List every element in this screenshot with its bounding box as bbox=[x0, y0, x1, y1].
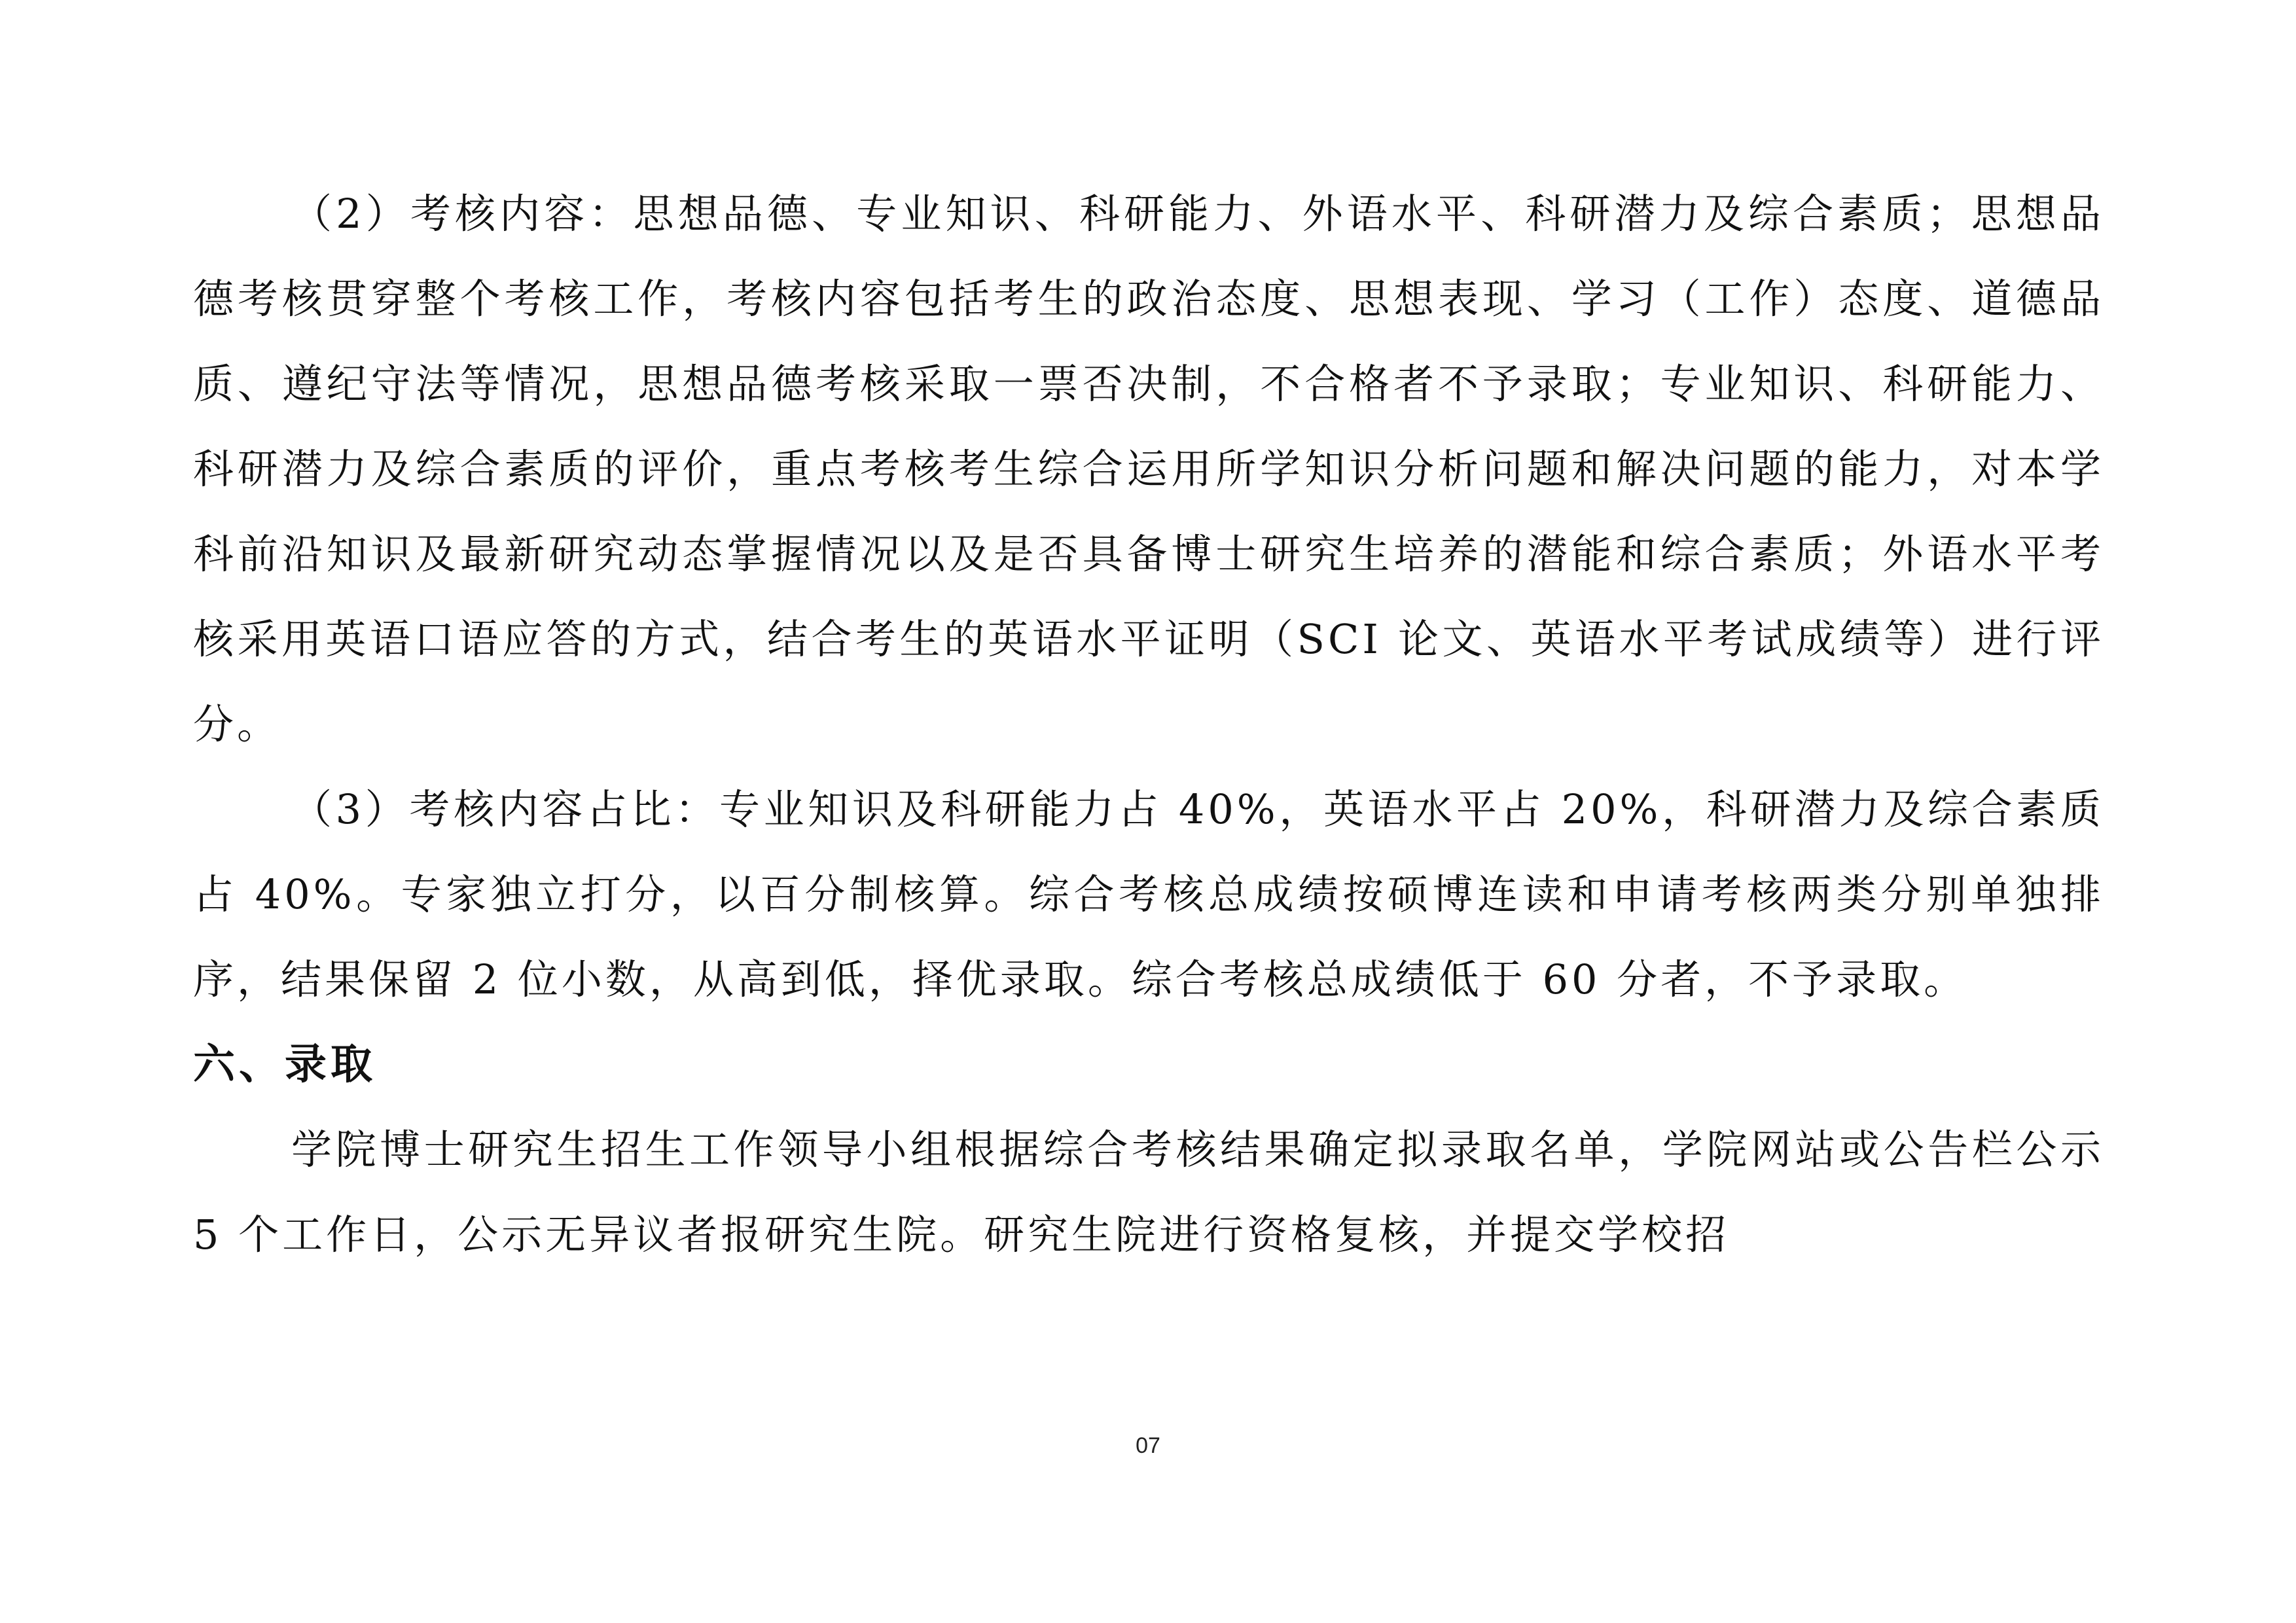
body-text bbox=[193, 171, 2104, 1277]
paragraph-assessment-content: （2）考核内容：思想品德、专业知识、科研能力、外语水平、科研潜力及综合素质；思想品德考核贯穿整个考核工作，考核内容包括考生的政治态度、思想表现、学习（工作）态度、道德品质、遵纪守法等情况，思想品德考核采取一票否决制，不合格者不予录取；专业知识、科研能力、科研潜力及综合素质的评价，重点考核考生综合运用所学知识分析问题和解决问题的能力，对本学科前沿知识及最新研究动态掌握情况以及是否具备博士研究生培养的潜能和综合素质；外语水平考核采用英语口语应答的方式，结合考生的英语水平证明（SCI 论文、英语水平考试成绩等）进行评分。 bbox=[193, 190, 2104, 748]
page-number: 07 bbox=[1136, 1433, 1160, 1458]
section-heading-admission: 六、录取 bbox=[193, 1041, 376, 1089]
paragraph-assessment-weighting: （3）考核内容占比：专业知识及科研能力占 40%，英语水平占 20%，科研潜力及综合素质占 40%。专家独立打分，以百分制核算。综合考核总成绩按硕博连读和申请考核两类分别单独排序，结果保留 2 位小数，从高到低，择优录取。综合考核总成绩低于 60 分者，不予录取。 bbox=[193, 785, 2104, 1003]
paragraph-admission: 学院博士研究生招生工作领导小组根据综合考核结果确定拟录取名单，学院网站或公告栏公示 5 个工作日，公示无异议者报研究生院。研究生院进行资格复核，并提交学校招 bbox=[193, 1126, 2104, 1258]
